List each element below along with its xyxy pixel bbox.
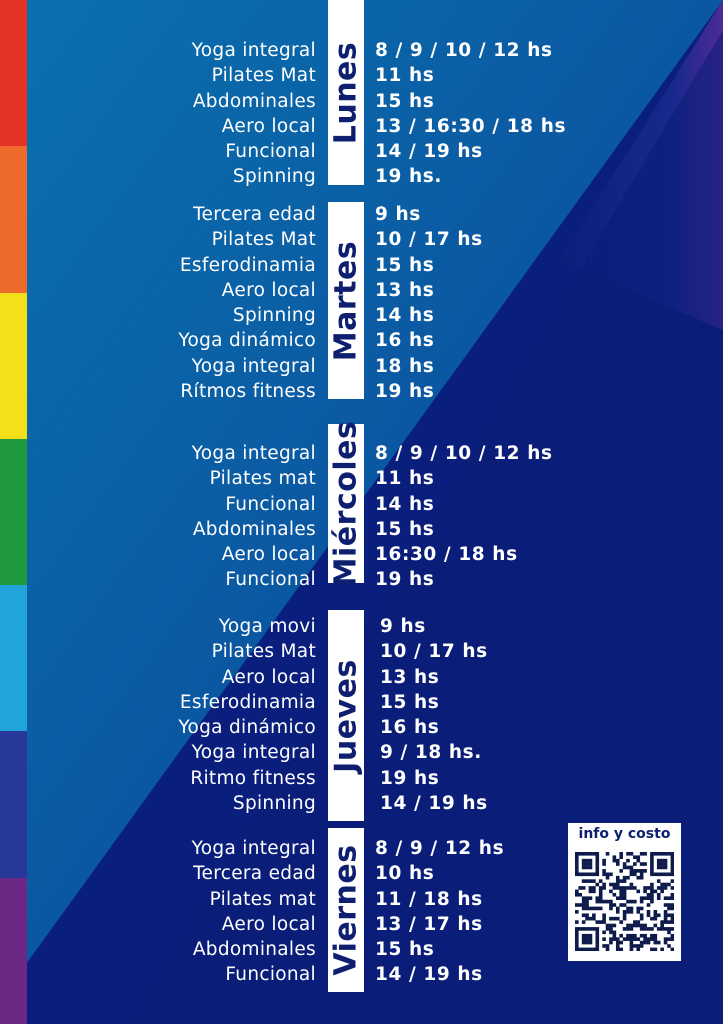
class-row <box>0 542 723 567</box>
class-time: 10 / 17 hs <box>380 641 488 663</box>
class-time: 13 / 17 hs <box>375 913 483 935</box>
class-time: 13 / 16:30 / 18 hs <box>375 115 567 137</box>
class-row <box>0 164 723 189</box>
day-name: Lunes <box>328 41 364 144</box>
activity-name: Yoga dinámico <box>178 330 316 352</box>
activity-name: Spinning <box>232 166 316 188</box>
day-name: Viernes <box>328 844 364 976</box>
class-row <box>0 517 723 542</box>
activity-name: Yoga integral <box>191 742 316 764</box>
class-time: 16:30 / 18 hs <box>375 544 518 566</box>
class-time: 9 hs <box>375 204 421 225</box>
class-row <box>0 715 723 740</box>
activity-name: Pilates Mat <box>211 229 316 251</box>
activity-name: Funcional <box>225 493 316 515</box>
class-time: 15 hs <box>375 518 435 540</box>
class-row <box>0 614 723 639</box>
class-time: 14 / 19 hs <box>375 964 483 986</box>
class-row <box>0 202 723 227</box>
class-row <box>0 466 723 491</box>
class-time: 11 hs <box>375 65 435 87</box>
activity-name: Yoga integral <box>191 355 316 377</box>
class-time: 14 / 19 hs <box>380 793 488 815</box>
class-row <box>0 690 723 715</box>
class-time: 15 hs <box>375 939 435 961</box>
activity-name: Aero local <box>221 913 316 935</box>
activity-name: Yoga integral <box>191 443 316 464</box>
class-row <box>0 63 723 88</box>
class-row <box>0 740 723 765</box>
class-time: 19 hs <box>380 767 440 789</box>
activity-name: Aero local <box>221 666 316 688</box>
class-time: 16 hs <box>375 330 435 352</box>
class-time: 8 / 9 / 12 hs <box>375 838 505 859</box>
class-time: 15 hs <box>375 254 435 276</box>
activity-name: Yoga dinámico <box>178 717 316 739</box>
class-row <box>0 639 723 664</box>
activity-name: Funcional <box>225 141 316 163</box>
activity-name: Yoga integral <box>191 838 316 859</box>
class-time: 8 / 9 / 10 / 12 hs <box>375 443 553 464</box>
class-time: 14 hs <box>375 305 435 327</box>
activity-name: Abdominales <box>192 939 316 961</box>
activity-name: Yoga movi <box>218 616 316 637</box>
class-row <box>0 766 723 791</box>
class-row <box>0 253 723 278</box>
class-row <box>0 38 723 63</box>
class-row <box>0 278 723 303</box>
class-time: 11 / 18 hs <box>375 888 483 910</box>
activity-name: Abdominales <box>192 518 316 540</box>
activity-name: Ritmo fitness <box>190 767 316 789</box>
class-time: 11 hs <box>375 468 435 490</box>
activity-name: Spinning <box>232 305 316 327</box>
class-row <box>0 791 723 816</box>
activity-name: Spinning <box>232 793 316 815</box>
qr-info-box[interactable] <box>568 823 681 961</box>
activity-name: Funcional <box>225 964 316 986</box>
activity-name: Esferodinamia <box>179 691 316 713</box>
activity-name: Pilates Mat <box>211 65 316 87</box>
class-row <box>0 665 723 690</box>
activity-name: Abdominales <box>192 90 316 112</box>
class-row <box>0 492 723 517</box>
activity-name: Esferodinamia <box>179 254 316 276</box>
activity-name: Pilates Mat <box>211 641 316 663</box>
class-time: 18 hs <box>375 355 435 377</box>
activity-name: Rítmos fitness <box>180 381 316 403</box>
day-name: Martes <box>328 240 364 361</box>
class-row <box>0 354 723 379</box>
activity-name: Tercera edad <box>193 863 316 885</box>
class-row <box>0 227 723 252</box>
qr-code-icon[interactable] <box>575 852 674 951</box>
class-row <box>0 379 723 404</box>
activity-name: Yoga integral <box>191 40 316 61</box>
qr-label: info y costo <box>578 826 671 842</box>
activity-name: Aero local <box>221 544 316 566</box>
class-row <box>0 962 723 987</box>
class-time: 13 hs <box>380 666 440 688</box>
class-row <box>0 567 723 592</box>
class-time: 14 hs <box>375 493 435 515</box>
class-row <box>0 89 723 114</box>
class-time: 15 hs <box>380 691 440 713</box>
activity-name: Pilates mat <box>209 468 316 490</box>
activity-name: Pilates mat <box>209 888 316 910</box>
class-time: 13 hs <box>375 279 435 301</box>
class-time: 19 hs <box>375 381 435 403</box>
activity-name: Aero local <box>221 115 316 137</box>
class-row <box>0 139 723 164</box>
class-time: 16 hs <box>380 717 440 739</box>
class-time: 15 hs <box>375 90 435 112</box>
activity-name: Funcional <box>225 569 316 591</box>
class-row <box>0 328 723 353</box>
class-time: 9 / 18 hs. <box>380 742 482 764</box>
class-time: 9 hs <box>380 616 426 637</box>
class-time: 10 / 17 hs <box>375 229 483 251</box>
activity-name: Aero local <box>221 279 316 301</box>
day-name: Miércoles <box>328 420 364 587</box>
class-time: 10 hs <box>375 863 435 885</box>
activity-name: Tercera edad <box>193 204 316 225</box>
class-time: 19 hs. <box>375 166 442 188</box>
class-time: 19 hs <box>375 569 435 591</box>
class-time: 14 / 19 hs <box>375 141 483 163</box>
class-time: 8 / 9 / 10 / 12 hs <box>375 40 553 61</box>
class-row <box>0 114 723 139</box>
day-name: Jueves <box>328 658 364 773</box>
class-row <box>0 303 723 328</box>
class-row <box>0 441 723 466</box>
